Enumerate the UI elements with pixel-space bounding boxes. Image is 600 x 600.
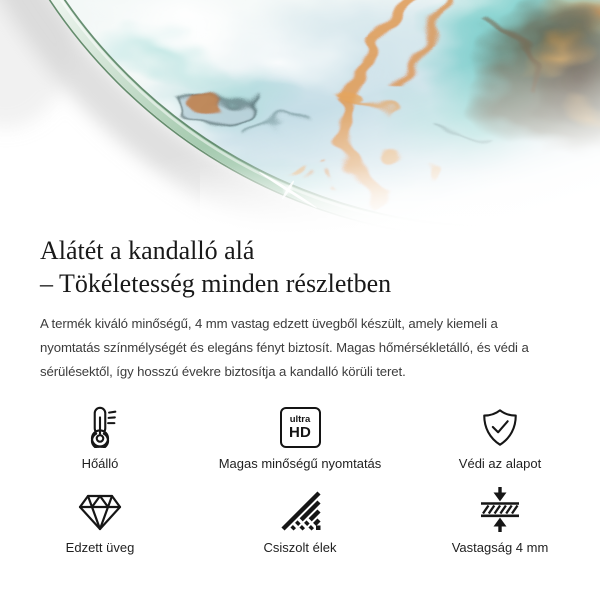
- feature-item-polished-edges: [200, 488, 400, 556]
- product-hero-image: [0, 0, 600, 232]
- thickness-arrows-icon: [478, 488, 522, 532]
- feature-item-protects-base: [400, 404, 600, 472]
- feature-label: Magas minőségű nyomtatás: [218, 456, 382, 471]
- shield-check-icon: [479, 404, 521, 448]
- product-info-section: [0, 234, 600, 384]
- feature-item-thickness: [400, 488, 600, 556]
- ultra-hd-icon-text-top: ultra: [289, 413, 311, 425]
- thermometer-icon: [80, 404, 120, 448]
- diamond-icon: [78, 488, 122, 532]
- feature-label: Edzett üveg: [65, 540, 135, 555]
- glass-disc-illustration: [0, 0, 600, 232]
- page-title: [40, 234, 560, 300]
- feature-item-tempered-glass: [0, 488, 200, 556]
- feature-item-heat-resistant: [0, 404, 200, 472]
- feature-label: Hőálló: [81, 456, 119, 471]
- features-grid: [0, 404, 600, 556]
- feature-label: Vastagság 4 mm: [451, 540, 549, 555]
- feature-label: Védi az alapot: [458, 456, 542, 471]
- polished-edges-icon: [278, 488, 322, 532]
- page-title-line1: Alátét a kandalló alá: [40, 236, 255, 265]
- ultra-hd-icon-text-bottom: HD: [288, 424, 312, 442]
- fade-overlay-bottom: [200, 165, 600, 232]
- feature-item-print-quality: [200, 404, 400, 472]
- product-description: A termék kiváló minőségű, 4 mm vastag edzett üvegből készült, amely kiemeli a nyomtatás színmélységét és elegáns fényt biztosít. Magas hőmérsékletálló, és védi a sérülésektől, így hosszú évekre biztosítja a kandalló körüli teret.: [40, 316, 529, 379]
- page-title-line2: – Tökéletesség minden részletben: [40, 269, 392, 298]
- ultra-hd-icon: [280, 404, 321, 448]
- feature-label: Csiszolt élek: [263, 540, 337, 555]
